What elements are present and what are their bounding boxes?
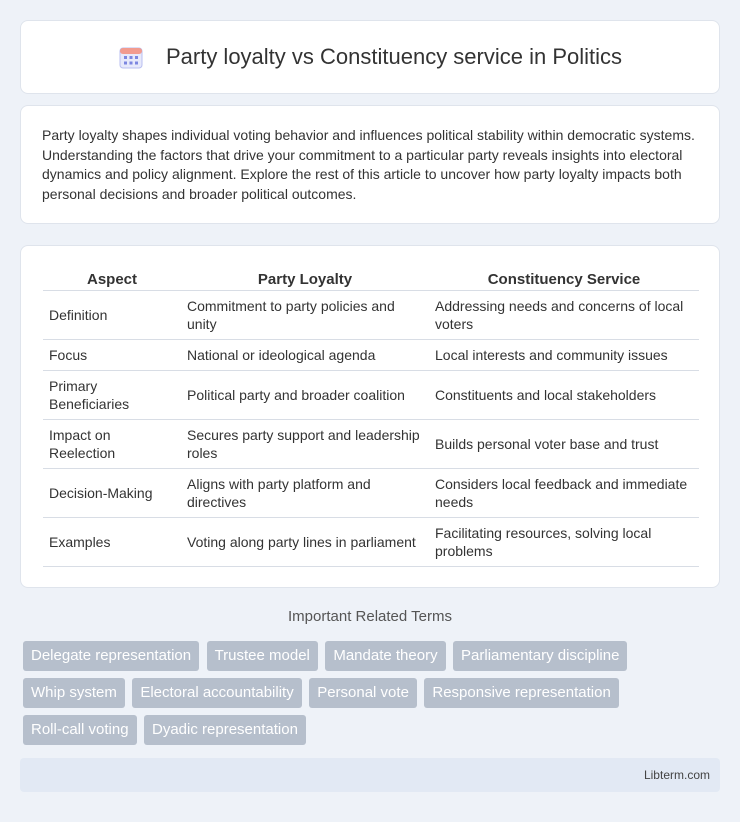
table-cell: Aligns with party platform and directives xyxy=(181,469,429,518)
column-header: Aspect xyxy=(43,266,181,291)
related-term-tag[interactable]: Responsive representation xyxy=(424,678,618,708)
table-cell: Facilitating resources, solving local problems xyxy=(429,518,699,567)
table-cell: Political party and broader coalition xyxy=(181,371,429,420)
header-card xyxy=(20,20,720,94)
related-term-tag[interactable]: Mandate theory xyxy=(325,641,445,671)
table-row xyxy=(43,291,699,340)
related-term-tag[interactable]: Trustee model xyxy=(207,641,318,671)
table-cell: National or ideological agenda xyxy=(181,340,429,371)
page-title: Party loyalty vs Constituency service in Politics xyxy=(165,44,623,69)
related-term-tag[interactable]: Dyadic representation xyxy=(144,715,306,745)
intro-paragraph: Party loyalty shapes individual voting behavior and influences political stability within democratic systems. Understanding the factors that drive your commitment to a particular party reveals insights into electoral dynamics and policy alignment. Explore the rest of this article to uncover how party loyalty impacts both personal decisions and broader political outcomes. xyxy=(42,127,695,202)
table-cell: Secures party support and leadership roles xyxy=(181,420,429,469)
table-cell: Builds personal voter base and trust xyxy=(429,420,699,469)
column-header: Constituency Service xyxy=(429,266,699,291)
table-row xyxy=(43,420,699,469)
table-cell: Constituents and local stakeholders xyxy=(429,371,699,420)
column-header: Party Loyalty xyxy=(181,266,429,291)
table-cell: Focus xyxy=(43,340,181,371)
table-cell: Local interests and community issues xyxy=(429,340,699,371)
related-terms-title: Important Related Terms xyxy=(288,608,452,625)
table-row xyxy=(43,518,699,567)
comparison-table xyxy=(43,266,699,567)
related-term-tag[interactable]: Personal vote xyxy=(309,678,417,708)
table-cell: Impact on Reelection xyxy=(43,420,181,469)
related-term-tag[interactable]: Parliamentary discipline xyxy=(453,641,627,671)
table-cell: Examples xyxy=(43,518,181,567)
table-cell: Definition xyxy=(43,291,181,340)
table-row xyxy=(43,371,699,420)
table-header-row xyxy=(43,266,699,291)
table-cell: Decision-Making xyxy=(43,469,181,518)
calendar-grid-icon xyxy=(118,44,144,70)
related-term-tag[interactable]: Delegate representation xyxy=(23,641,199,671)
table-cell: Considers local feedback and immediate needs xyxy=(429,469,699,518)
table-row xyxy=(43,469,699,518)
related-terms-list xyxy=(23,641,723,752)
table-cell: Primary Beneficiaries xyxy=(43,371,181,420)
table-cell: Voting along party lines in parliament xyxy=(181,518,429,567)
intro-card xyxy=(20,105,720,224)
table-cell: Commitment to party policies and unity xyxy=(181,291,429,340)
comparison-card xyxy=(20,245,720,588)
related-term-tag[interactable]: Whip system xyxy=(23,678,125,708)
table-cell: Addressing needs and concerns of local voters xyxy=(429,291,699,340)
related-term-tag[interactable]: Roll-call voting xyxy=(23,715,137,745)
footer-bar xyxy=(20,758,720,792)
footer-site-link[interactable]: Libterm.com xyxy=(643,768,710,782)
table-row xyxy=(43,340,699,371)
related-term-tag[interactable]: Electoral accountability xyxy=(132,678,301,708)
